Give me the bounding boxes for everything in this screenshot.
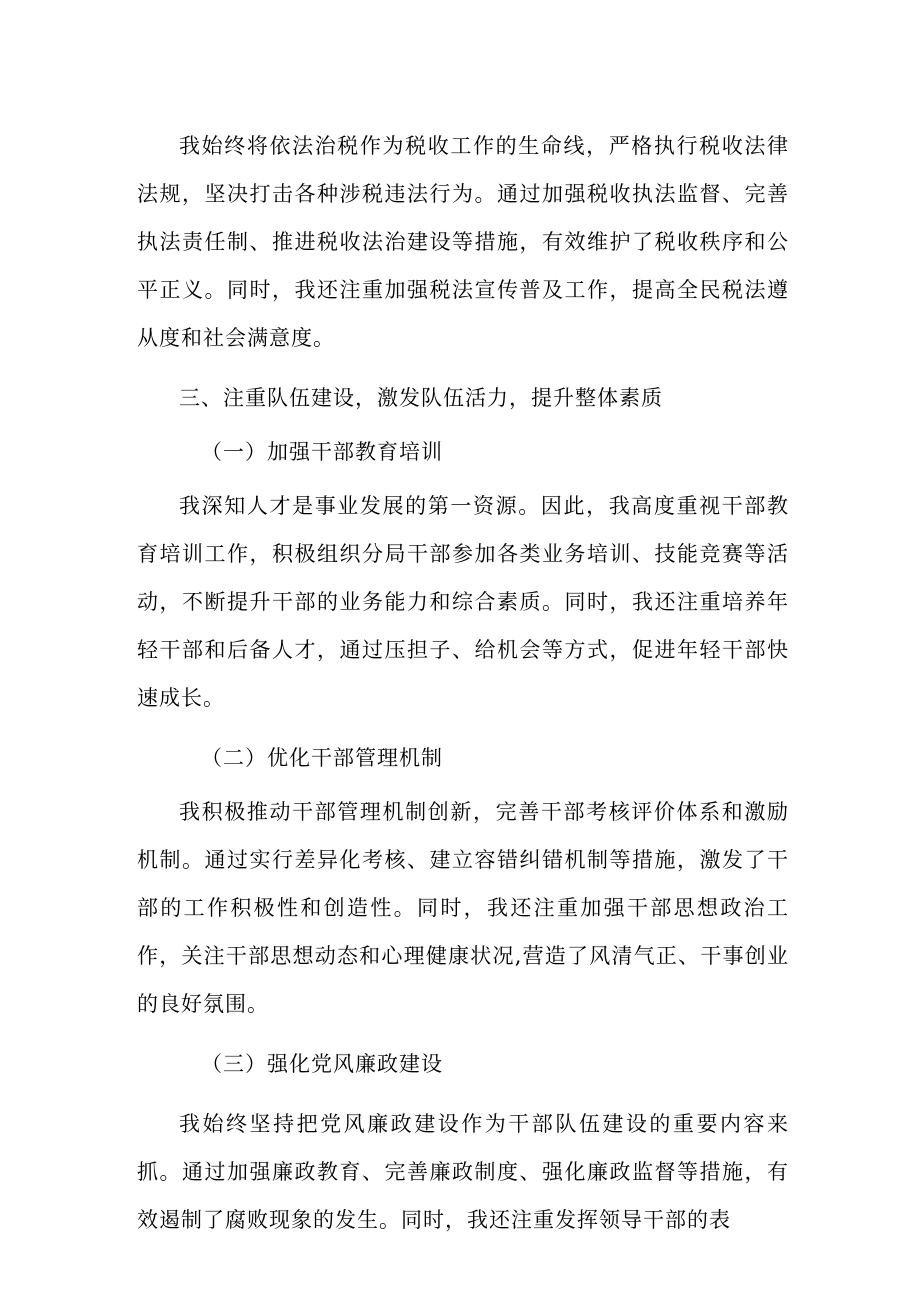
subheading-management-mechanism: （二）优化干部管理机制: [201, 746, 443, 770]
section-heading-team-building: 三、注重队伍建设，激发队伍活力，提升整体素质: [179, 386, 663, 410]
paragraph-management-mechanism: 我积极推动干部管理机制创新，完善干部考核评价体系和激励机制。通过实行差异化考核、建立容错纠错机制等措施，激发了干部的工作积极性和创造性。同时，我还注重加强干部思想政治工作，关注干部思想动态和心理健康状况,营造了风清气正、干事创业的良好氛围。: [137, 800, 789, 1016]
subheading-party-integrity: （三）强化党风廉政建设: [201, 1052, 443, 1076]
paragraph-party-integrity: 我始终坚持把党风廉政建设作为干部队伍建设的重要内容来抓。通过加强廉政教育、完善廉政制度、强化廉政监督等措施，有效遏制了腐败现象的发生。同时，我还注重发挥领导干部的表: [137, 1112, 789, 1232]
document-page: [137, 122, 789, 1244]
subheading-education-training: （一）加强干部教育培训: [201, 440, 443, 464]
paragraph-education-training: 我深知人才是事业发展的第一资源。因此，我高度重视干部教育培训工作，积极组织分局干部参加各类业务培训、技能竞赛等活动，不断提升干部的业务能力和综合素质。同时，我还注重培养年轻干部和后备人才，通过压担子、给机会等方式，促进年轻干部快速成长。: [137, 494, 789, 710]
paragraph-rule-of-law: 我始终将依法治税作为税收工作的生命线，严格执行税收法律法规，坚决打击各种涉税违法行为。通过加强税收执法监督、完善执法责任制、推进税收法治建设等措施，有效维护了税收秩序和公平正义。同时，我还注重加强税法宣传普及工作，提高全民税法遵从度和社会满意度。: [137, 134, 789, 350]
